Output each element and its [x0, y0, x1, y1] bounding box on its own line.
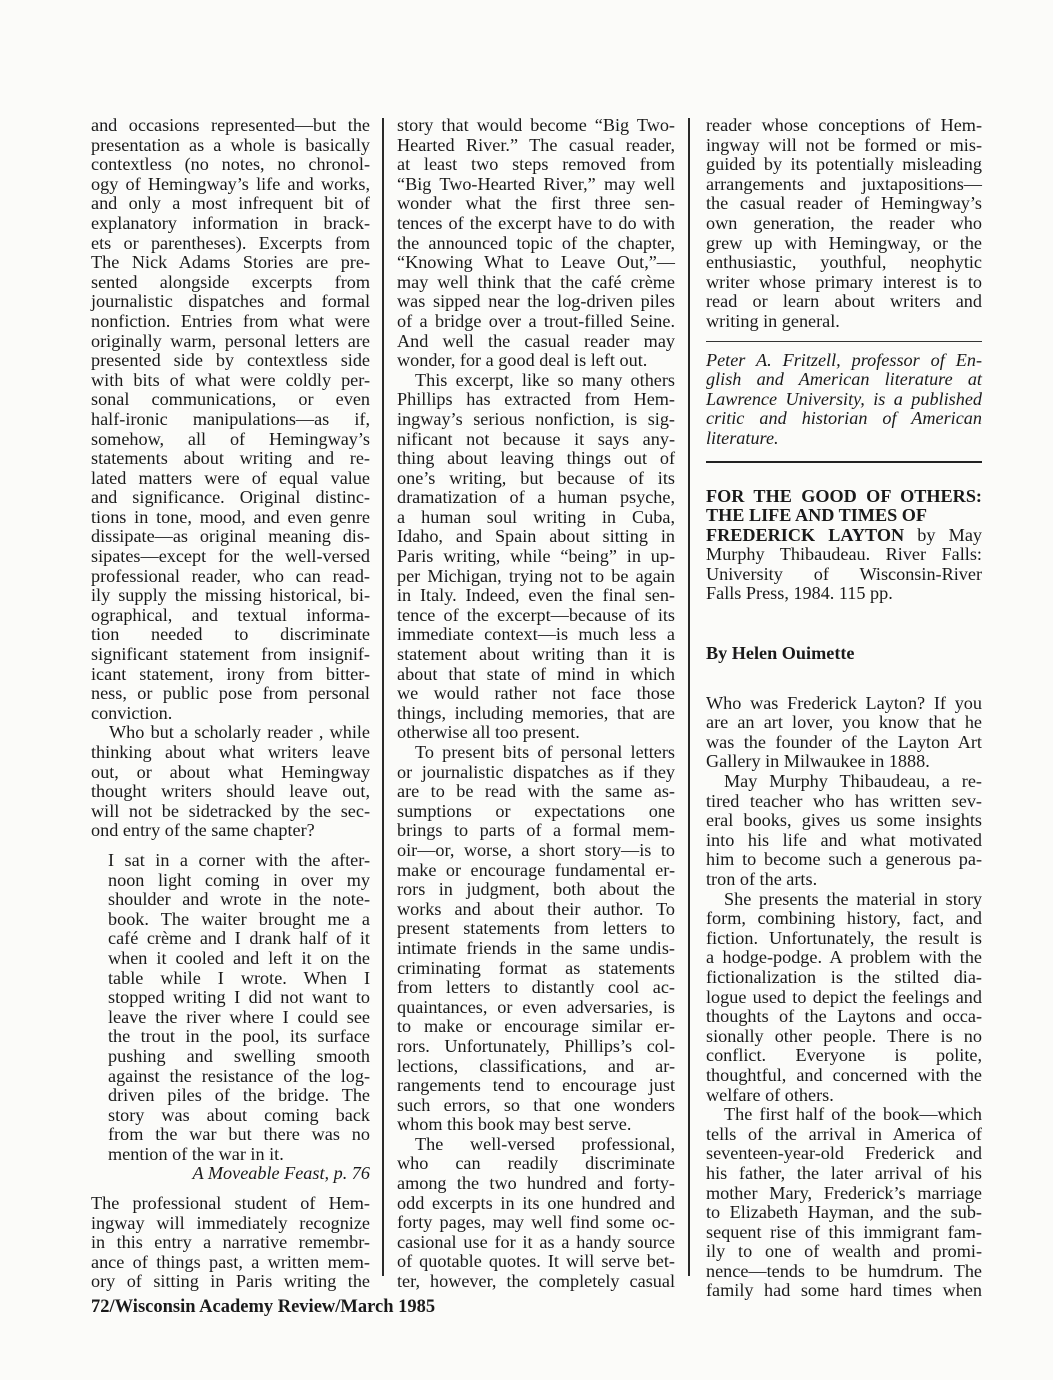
- text-line: ingway will immediately recognize: [91, 1212, 370, 1233]
- text-line: lated matters were of equal value: [91, 467, 370, 488]
- text-line: from letters to distantly cool ac-: [397, 977, 675, 998]
- column-rule-2: [688, 118, 690, 1276]
- column-2: [397, 116, 675, 1292]
- text-line: against the resistance of the log-: [108, 1065, 370, 1086]
- text-line: The Nick Adams Stories are pre-: [91, 252, 370, 273]
- text-line: sionally other people. There is no: [706, 1025, 982, 1046]
- text-line: nence—tends to be humdrum. The: [706, 1260, 982, 1281]
- text-line: Lawrence University, is a published: [706, 388, 982, 409]
- text-line: presented side by contextless side: [91, 350, 370, 371]
- text-line: odd excerpts in its one hundred and: [397, 1192, 675, 1213]
- text-line: a hodge-podge. A problem with the: [706, 947, 982, 968]
- text-line: thoughts of the Laytons and occa-: [706, 1006, 982, 1027]
- text-line: of quotable quotes. It will serve bet-: [397, 1251, 675, 1272]
- text-line: Who was Frederick Layton? If you: [706, 692, 982, 713]
- text-line: the casual reader of Hemingway’s: [706, 193, 982, 214]
- text-line: thoughtful, and concerned with the: [706, 1064, 982, 1085]
- text-line: ingway will not be formed or mis-: [706, 134, 982, 155]
- text-line: criminating format as statements: [397, 957, 675, 978]
- text-line: works and about their author. To: [397, 898, 675, 919]
- text-line: when it cooled and left it on the: [108, 947, 370, 968]
- text-line: writer whose primary interest is to: [706, 271, 982, 292]
- text-line: reader whose conceptions of Hem-: [706, 115, 982, 135]
- text-line: from the war but there was no: [108, 1124, 370, 1145]
- text-line: things, including memories, that are: [397, 702, 675, 723]
- col2-para3: [397, 743, 675, 1135]
- text-line: literature.: [706, 427, 779, 448]
- text-line: ance of things past, a written mem-: [91, 1251, 370, 1272]
- text-line: otherwise all too present.: [397, 722, 580, 743]
- section-rule: [706, 461, 982, 463]
- text-line: guided by its potentially misleading: [706, 154, 982, 175]
- text-line: half-ironic manipulations—as if,: [91, 408, 370, 429]
- text-line: story that would become “Big Two-: [397, 115, 675, 135]
- text-line: will not be sidetracked by the sec-: [91, 800, 370, 821]
- text-line: per Michigan, trying not to be again: [397, 565, 675, 586]
- text-line: in this entry a narrative remembr-: [91, 1232, 370, 1253]
- text-line: was the founder of the Layton Art: [706, 731, 982, 752]
- text-line: statements about writing and re-: [91, 448, 370, 469]
- text-line: explanatory information in brack-: [91, 212, 370, 233]
- text-line: “Knowing What to Leave Out,”—: [397, 252, 675, 273]
- text-line: leave the river where I could see: [108, 1006, 370, 1027]
- review-info: [706, 545, 982, 604]
- col2-para4: [397, 1135, 675, 1292]
- author-bio: [706, 351, 982, 449]
- text-line: form, combining history, fact, and: [706, 908, 982, 929]
- text-line: ness, or public pose from personal: [91, 683, 370, 704]
- text-line: pushing and swelling smooth: [108, 1045, 370, 1066]
- text-line: FOR THE GOOD OF OTHERS:: [706, 485, 982, 506]
- text-line: rangements tend to encourage just: [397, 1075, 675, 1096]
- column-1: [91, 116, 370, 1292]
- text-line: to make or encourage similar er-: [397, 1016, 675, 1037]
- text-line: and occasions represented—but the: [91, 115, 370, 135]
- text-line: glish and American literature at: [706, 369, 982, 390]
- block-quote: [91, 851, 370, 1184]
- text-line: a human soul writing in Cuba,: [397, 506, 675, 527]
- text-line: originally warm, personal letters are: [91, 330, 370, 351]
- text-line: oir—or, worse, a short story—is to: [397, 839, 675, 860]
- text-line: mention of the war in it.: [108, 1143, 284, 1164]
- text-line: journalistic dispatches and formal: [91, 291, 370, 312]
- text-line: May Murphy Thibaudeau, a re-: [724, 771, 982, 792]
- text-line: make or encourage fundamental er-: [397, 859, 675, 880]
- text-line: tron of the arts.: [706, 869, 818, 889]
- text-line: casional use for it as a handy source: [397, 1231, 675, 1252]
- text-line: Falls Press, 1984. 115 pp.: [706, 583, 893, 604]
- text-line: shoulder and wrote in the note-: [108, 889, 370, 910]
- text-line: noon light coming in over my: [108, 869, 370, 890]
- text-line: forty pages, may well find some oc-: [397, 1212, 675, 1233]
- text-line: University of Wisconsin-River: [706, 563, 982, 584]
- byline: By Helen Ouimette: [706, 643, 855, 664]
- col3-para4: [706, 890, 982, 1106]
- text-line: significant statement from insignif-: [91, 644, 370, 665]
- text-line: conflict. Everyone is polite,: [706, 1045, 982, 1066]
- text-line: lections, classifications, and ar-: [397, 1055, 675, 1076]
- text-line: sequent rise of this immigrant fam-: [706, 1221, 982, 1242]
- text-line: his father, the later arrival of his: [706, 1162, 982, 1183]
- text-line: contextless (no notes, no chronol-: [91, 154, 370, 175]
- text-line: The professional student of Hem-: [91, 1193, 370, 1214]
- text-line: tells of the arrival in America of: [706, 1123, 982, 1144]
- text-line: present statements from letters to: [397, 918, 675, 939]
- text-line: and significance. Original distinc-: [91, 487, 370, 508]
- text-line: professional reader, who can read-: [91, 565, 370, 586]
- text-line: sented alongside excerpts from: [91, 271, 370, 292]
- text-line: the trout in the pool, its surface: [108, 1026, 370, 1047]
- text-line: with bits of what were coldly per-: [91, 369, 370, 390]
- text-line: arrangements and juxtapositions—: [706, 173, 982, 194]
- text-line: tired teacher who has written sev-: [706, 790, 982, 811]
- text-line: sonal communications, or even: [91, 389, 370, 410]
- text-line: table while I wrote. When I: [108, 967, 370, 988]
- text-line: about that state of mind in which: [397, 663, 675, 684]
- text-line: enthusiastic, youthful, neophytic: [706, 252, 982, 273]
- text-line: Who but a scholarly reader , while: [109, 722, 370, 743]
- text-line: seventeen-year-old Frederick and: [706, 1143, 982, 1164]
- text-line: fictionalization is the stilted dia-: [706, 966, 982, 987]
- page-footer: 72/Wisconsin Academy Review/March 1985: [91, 1297, 436, 1317]
- text-line: welfare of others.: [706, 1084, 834, 1105]
- text-line: at least two steps removed from: [397, 154, 675, 175]
- text-line: And well the casual reader may: [397, 330, 675, 351]
- text-line: intimate friends in the same undis-: [397, 937, 675, 958]
- text-line: one’s writing, but because of its: [397, 467, 675, 488]
- text-line: dramatization of a human psyche,: [397, 487, 675, 508]
- text-line: fiction. Unfortunately, the result is: [706, 927, 982, 948]
- text-line: to Elizabeth Hayman, and the sub-: [706, 1202, 982, 1223]
- text-line: ogy of Hemingway’s life and works,: [91, 173, 370, 194]
- text-line: sipates—except for the well-versed: [91, 546, 370, 567]
- text-line: driven piles of the bridge. The: [108, 1085, 370, 1106]
- col3-para2: [706, 694, 982, 772]
- text-line: in Italy. Indeed, even the final sen-: [397, 585, 675, 606]
- text-line: ographical, and textual informa-: [91, 604, 370, 625]
- text-line: book. The waiter brought me a: [108, 908, 370, 929]
- review-title: [706, 487, 982, 526]
- text-line: tion needed to discriminate: [91, 624, 370, 645]
- column-rule-1: [382, 118, 384, 1276]
- text-line: into his life and what motivated: [706, 829, 982, 850]
- text-line: logue used to depict the feelings and: [706, 986, 982, 1007]
- text-line: wonder, for a good deal is left out.: [397, 350, 648, 371]
- text-line: among the two hundred and forty-: [397, 1173, 675, 1194]
- text-line: café crème and I drank half of it: [108, 928, 370, 949]
- text-line: stopped writing I did not want to: [108, 987, 370, 1008]
- text-line: was sipped near the log-driven piles: [397, 291, 675, 312]
- text-line: Murphy Thibaudeau. River Falls:: [706, 544, 982, 565]
- text-line: conviction.: [91, 702, 173, 723]
- text-line: thing about leaving things out of: [397, 448, 675, 469]
- text-line: story was about coming back: [108, 1104, 370, 1125]
- col1-para3: [91, 1194, 370, 1292]
- text-line: Idaho, and Spain about sitting in: [397, 526, 675, 547]
- text-line: presentation as a whole is basically: [91, 134, 370, 155]
- text-line: tence of the excerpt—because of its: [397, 604, 675, 625]
- col2-para1: [397, 116, 675, 371]
- col3-para5: [706, 1105, 982, 1301]
- text-line: THE LIFE AND TIMES OF: [706, 505, 927, 526]
- text-line: such errors, so that one wonders: [397, 1094, 675, 1115]
- col3-para3: [706, 772, 982, 890]
- text-line: nificant not because it says any-: [397, 428, 675, 449]
- text-line: The first half of the book—which: [724, 1104, 982, 1125]
- text-line: quaintances, or even adversaries, is: [397, 996, 675, 1017]
- text-line: brings to parts of a formal mem-: [397, 820, 675, 841]
- text-line: mother Mary, Frederick’s marriage: [706, 1182, 982, 1203]
- col3-para1: [706, 116, 982, 332]
- text-line: out, or about what Hemingway: [91, 761, 370, 782]
- text-line: ily supply the missing historical, bi-: [91, 585, 370, 606]
- col2-para2: [397, 371, 675, 743]
- text-line: we would rather not face those: [397, 683, 675, 704]
- text-line: may well think that the café crème: [397, 271, 675, 292]
- text-line: the announced topic of the chapter,: [397, 232, 675, 253]
- text-line: The well-versed professional,: [415, 1133, 675, 1154]
- text-line: nonfiction. Entries from what were: [91, 310, 370, 331]
- column-3: [706, 116, 982, 1301]
- review-title-last-line: [706, 526, 982, 546]
- text-line: ingway’s serious nonfiction, is sig-: [397, 408, 675, 429]
- text-line: I sat in a corner with the after-: [108, 849, 370, 870]
- text-line: ond entry of the same chapter?: [91, 820, 315, 841]
- text-line: To present bits of personal letters: [415, 742, 675, 762]
- text-line: thinking about what writers leave: [91, 742, 370, 762]
- text-line: dissipate—as original meaning dis-: [91, 526, 370, 547]
- text-line: sumptions or expectations one: [397, 800, 675, 821]
- review-title-name: FREDERICK LAYTON: [706, 524, 905, 545]
- text-line: wonder what the first three sen-: [397, 193, 675, 214]
- text-line: statement about writing than it is: [397, 644, 675, 665]
- text-line: ily to one of wealth and promi-: [706, 1241, 982, 1262]
- text-line: family had some hard times when: [706, 1280, 982, 1301]
- text-line: Phillips has extracted from Hem-: [397, 389, 675, 410]
- text-line: rors. Unfortunately, Phillips’s col-: [397, 1035, 675, 1056]
- quote-text: [108, 851, 370, 1165]
- text-line: Hearted River.” The casual reader,: [397, 134, 675, 155]
- review-heading: [706, 487, 982, 605]
- text-line: Gallery in Milwaukee in 1888.: [706, 751, 930, 772]
- text-line: tions in tone, mood, and even genre: [91, 506, 370, 527]
- text-line: somehow, all of Hemingway’s: [91, 428, 370, 449]
- text-line: or journalistic dispatches as if they: [397, 761, 675, 782]
- text-line: icant statement, irony from bitter-: [91, 663, 370, 684]
- text-line: writing in general.: [706, 310, 840, 331]
- text-line: “Big Two-Hearted River,” may well: [397, 173, 675, 194]
- quote-source: A Moveable Feast, p. 76: [192, 1163, 370, 1184]
- text-line: eral books, gives us some insights: [706, 810, 982, 831]
- text-line: own generation, the reader who: [706, 212, 982, 233]
- text-line: are an art lover, you know that he: [706, 712, 982, 733]
- text-line: who can readily discriminate: [397, 1153, 675, 1174]
- text-line: ets or parentheses). Excerpts from: [91, 232, 370, 253]
- text-line: are to be read with the same as-: [397, 781, 675, 802]
- col1-para2: [91, 723, 370, 841]
- text-line: of a bridge over a trout-filled Seine.: [397, 310, 675, 331]
- text-line: immediate context—is much less a: [397, 624, 675, 645]
- bio-rule: [706, 341, 982, 342]
- text-line: read or learn about writers and: [706, 291, 982, 312]
- text-line: and only a most infrequent bit of: [91, 193, 370, 214]
- text-line: Paris writing, while “being” in up-: [397, 546, 675, 567]
- text-line: Peter A. Fritzell, professor of En-: [706, 349, 982, 370]
- text-line: grew up with Hemingway, or the: [706, 232, 982, 253]
- text-line: She presents the material in story: [724, 888, 982, 909]
- text-line: tences of the excerpt have to do with: [397, 212, 675, 233]
- text-line: ter, however, the completely casual: [397, 1271, 675, 1292]
- review-title-by: by May: [904, 524, 982, 545]
- text-line: This excerpt, like so many others: [415, 369, 675, 390]
- text-line: ory of sitting in Paris writing the: [91, 1271, 370, 1292]
- text-line: him to become such a generous pa-: [706, 849, 982, 870]
- text-line: whom this book may best serve.: [397, 1114, 632, 1135]
- col1-para1: [91, 116, 370, 723]
- text-line: critic and historian of American: [706, 408, 982, 429]
- text-line: rors in judgment, both about the: [397, 879, 675, 900]
- text-line: thought writers should leave out,: [91, 781, 370, 802]
